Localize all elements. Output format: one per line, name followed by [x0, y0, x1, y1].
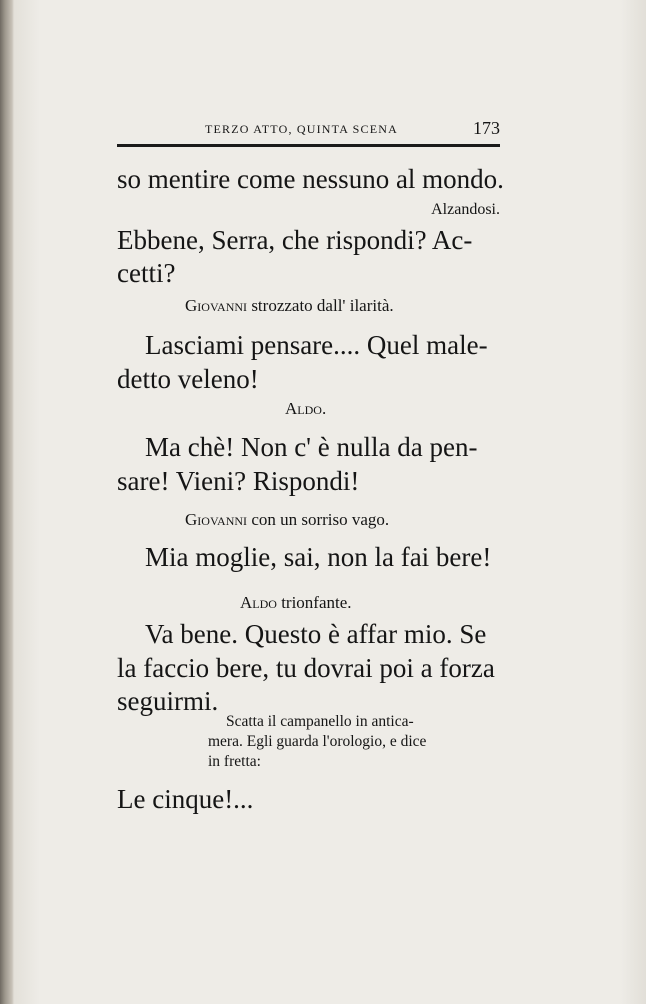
- text-line: sare! Vieni? Rispondi!: [117, 466, 360, 496]
- speaker-heading: [285, 399, 326, 419]
- stage-direction-line: in fretta:: [208, 753, 261, 770]
- speaker-heading: [185, 296, 394, 316]
- text-line: la faccio bere, tu dovrai poi a forza: [117, 653, 495, 683]
- running-head: TERZO ATTO, QUINTA SCENA: [205, 122, 398, 136]
- page-header: [117, 118, 500, 144]
- speaker-heading: [240, 593, 352, 613]
- text-line: Le cinque!...: [117, 784, 254, 814]
- header-rule: [117, 144, 500, 147]
- speaker-direction: con un sorriso vago.: [251, 510, 390, 529]
- speaker-direction: strozzato dall' ilarità.: [251, 296, 394, 315]
- text-line: Lasciami pensare.... Quel male-: [145, 330, 488, 360]
- stage-direction: Alzandosi.: [431, 201, 500, 218]
- speaker-name: Aldo: [240, 593, 277, 612]
- page-number: 173: [473, 118, 500, 138]
- book-spine-shadow: [0, 0, 14, 1004]
- speaker-heading: [185, 510, 389, 530]
- speaker-name: Aldo.: [285, 399, 327, 418]
- text-line: Va bene. Questo è affar mio. Se: [145, 619, 487, 649]
- speaker-name: Giovanni: [185, 296, 248, 315]
- text-line: detto veleno!: [117, 364, 259, 394]
- text-line: Mia moglie, sai, non la fai bere!: [145, 542, 492, 572]
- stage-direction-line: Scatta il campanello in antica-: [226, 713, 414, 730]
- speaker-direction: trionfante.: [281, 593, 352, 612]
- text-line: seguirmi.: [117, 686, 219, 716]
- text-line: so mentire come nessuno al mondo.: [117, 164, 504, 194]
- text-line: cetti?: [117, 258, 176, 288]
- speaker-name: Giovanni: [185, 510, 248, 529]
- stage-direction-block: [208, 712, 504, 772]
- stage-direction-line: mera. Egli guarda l'orologio, e dice: [208, 733, 427, 750]
- text-line: Ebbene, Serra, che rispondi? Ac-: [117, 225, 473, 255]
- text-line: Ma chè! Non c' è nulla da pen-: [145, 432, 478, 462]
